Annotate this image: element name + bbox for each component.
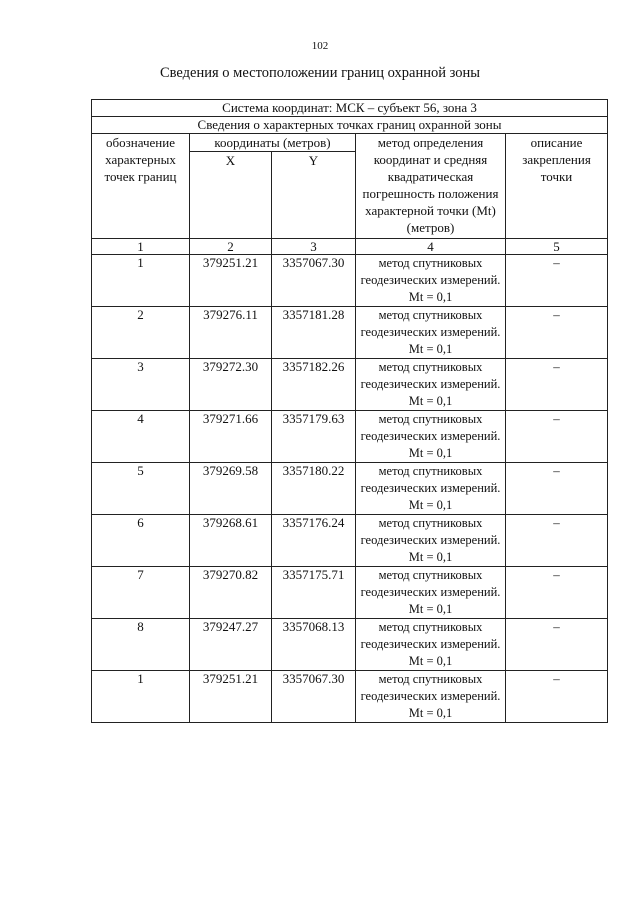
y-coordinate-cell: 3357176.24 [272,515,356,567]
header-description: описание закрепления точки [506,134,608,239]
method-cell: метод спутниковых геодезических измерений. Mt = 0,1 [356,307,506,359]
table-subtitle-cell: Сведения о характерных точках границ охранной зоны [92,117,608,134]
description-cell: – [506,307,608,359]
table-row [92,463,608,515]
x-coordinate-cell: 379270.82 [190,567,272,619]
point-cell: 7 [92,567,190,619]
method-cell: метод спутниковых геодезических измерений. Mt = 0,1 [356,411,506,463]
table-row [92,307,608,359]
table-subtitle-row [92,117,608,134]
method-cell: метод спутниковых геодезических измерений. Mt = 0,1 [356,255,506,307]
coordinate-system-row [92,100,608,117]
y-coordinate-cell: 3357181.28 [272,307,356,359]
y-coordinate-cell: 3357179.63 [272,411,356,463]
coordinate-system-cell: Система координат: МСК – субъект 56, зона 3 [92,100,608,117]
y-coordinate-cell: 3357068.13 [272,619,356,671]
description-cell: – [506,515,608,567]
point-cell: 3 [92,359,190,411]
description-cell: – [506,671,608,723]
x-coordinate-cell: 379269.58 [190,463,272,515]
description-cell: – [506,411,608,463]
column-number: 5 [506,239,608,255]
page-number: 102 [311,40,329,52]
x-coordinate-cell: 379276.11 [190,307,272,359]
y-coordinate-cell: 3357067.30 [272,671,356,723]
table-row [92,567,608,619]
point-cell: 2 [92,307,190,359]
table-row [92,671,608,723]
column-number: 3 [272,239,356,255]
document-title: Сведения о местоположении границ охранной зоны [159,65,480,81]
description-cell: – [506,567,608,619]
y-coordinate-cell: 3357180.22 [272,463,356,515]
x-coordinate-cell: 379251.21 [190,255,272,307]
description-cell: – [506,255,608,307]
header-row [92,134,608,152]
y-coordinate-cell: 3357175.71 [272,567,356,619]
point-cell: 4 [92,411,190,463]
header-point-designation: обозначение характерных точек границ [92,134,190,239]
x-coordinate-cell: 379247.27 [190,619,272,671]
table-row [92,515,608,567]
method-cell: метод спутниковых геодезических измерений. Mt = 0,1 [356,567,506,619]
header-coordinates: координаты (метров) [190,134,356,152]
point-cell: 5 [92,463,190,515]
x-coordinate-cell: 379268.61 [190,515,272,567]
table-row [92,359,608,411]
column-numbers-row [92,239,608,255]
y-coordinate-cell: 3357067.30 [272,255,356,307]
table-row [92,411,608,463]
point-cell: 1 [92,255,190,307]
x-coordinate-cell: 379271.66 [190,411,272,463]
method-cell: метод спутниковых геодезических измерений. Mt = 0,1 [356,515,506,567]
table-row [92,619,608,671]
header-method: метод определения координат и средняя квадратическая погрешность положения характерной точки (Mt) (метров) [356,134,506,239]
x-coordinate-cell: 379272.30 [190,359,272,411]
y-coordinate-cell: 3357182.26 [272,359,356,411]
point-cell: 8 [92,619,190,671]
x-coordinate-cell: 379251.21 [190,671,272,723]
header-y: Y [272,152,356,239]
column-number: 4 [356,239,506,255]
method-cell: метод спутниковых геодезических измерений. Mt = 0,1 [356,619,506,671]
method-cell: метод спутниковых геодезических измерений. Mt = 0,1 [356,671,506,723]
method-cell: метод спутниковых геодезических измерений. Mt = 0,1 [356,463,506,515]
table-row [92,255,608,307]
description-cell: – [506,463,608,515]
column-number: 2 [190,239,272,255]
description-cell: – [506,619,608,671]
boundary-points-table [91,99,608,723]
header-x: X [190,152,272,239]
point-cell: 6 [92,515,190,567]
description-cell: – [506,359,608,411]
method-cell: метод спутниковых геодезических измерений. Mt = 0,1 [356,359,506,411]
point-cell: 1 [92,671,190,723]
column-number: 1 [92,239,190,255]
